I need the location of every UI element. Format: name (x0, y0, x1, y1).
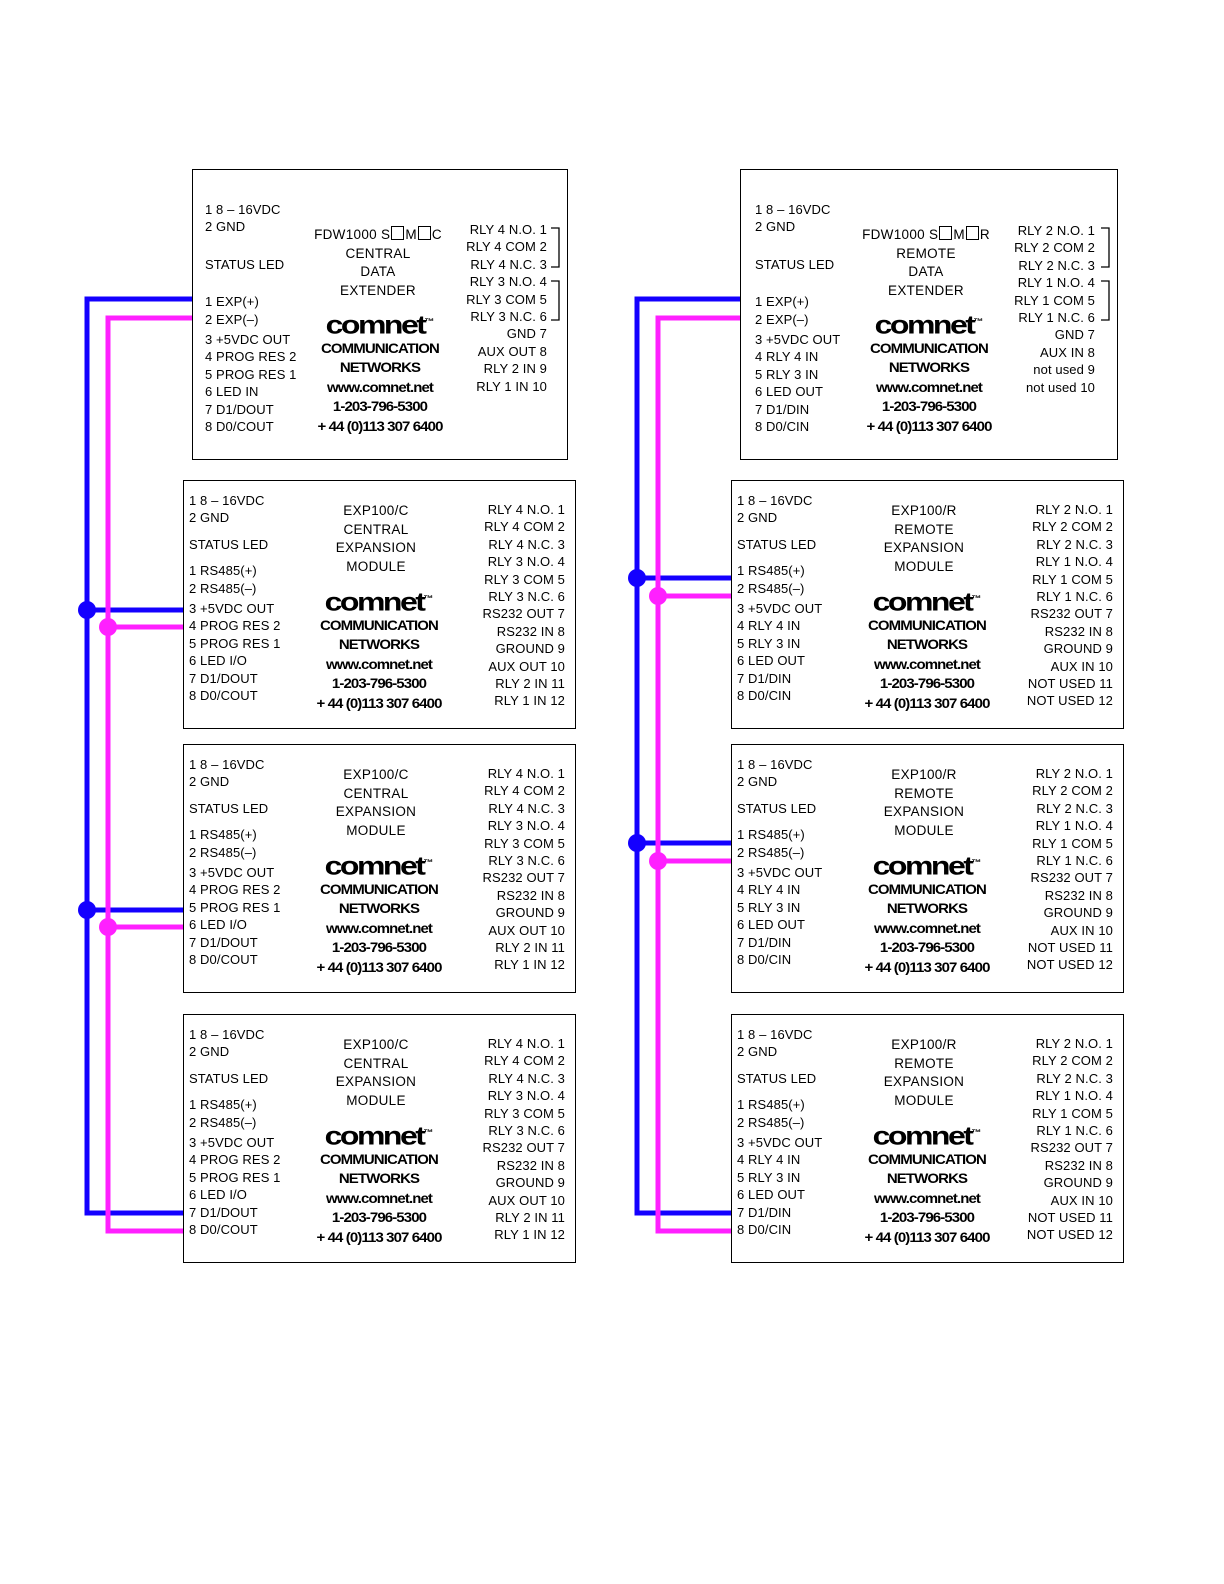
terminal-label: RLY 3 N.C. 6 (488, 589, 565, 605)
terminal-label: 7 D1/DIN (737, 1204, 792, 1220)
terminal-label: RLY 2 N.C. 3 (1036, 800, 1113, 816)
terminal-label: RLY 2 N.O. 1 (1035, 766, 1113, 781)
terminal-label: RLY 2 COM 2 (1032, 1053, 1113, 1069)
left-terminal-list (737, 756, 822, 968)
terminal-label: RLY 1 N.O. 4 (1035, 818, 1113, 834)
terminal-label: RLY 1 COM 5 (1014, 292, 1095, 308)
status-led-label: STATUS LED (189, 536, 269, 552)
terminal-label: GROUND 9 (1043, 641, 1113, 657)
comnet-logo: comnet™ COMMUNICATION NETWORKS www.comnet.net 1-203-796-5300 + 44 (0)113 307 6400 (316, 586, 442, 712)
terminal-label: RLY 3 N.O. 4 (487, 554, 565, 570)
title-line: REMOTE (894, 521, 954, 537)
terminal-label: 6 LED OUT (737, 653, 806, 669)
terminal-label: 8 D0/COUT (189, 952, 258, 968)
relay-bracket (1099, 226, 1113, 326)
status-led-label: STATUS LED (189, 1070, 269, 1086)
terminal-label: AUX IN 10 (1050, 922, 1113, 938)
terminal-label: 2 RS485(–) (737, 1114, 805, 1130)
title-line: EXPANSION (883, 1074, 965, 1089)
fdw1000-remote-module (740, 169, 1118, 460)
terminal-label: NOT USED 12 (1026, 1227, 1113, 1243)
terminal-label: RLY 4 N.O. 1 (487, 766, 565, 781)
title-line: EXP100/R (891, 767, 957, 782)
title-line: DATA (360, 264, 396, 279)
status-led-label: STATUS LED (737, 1070, 817, 1086)
status-led-label: STATUS LED (189, 800, 269, 816)
terminal-label: RLY 1 N.O. 4 (1035, 1088, 1113, 1104)
terminal-label: NOT USED 11 (1027, 676, 1113, 692)
right-magenta-junction-1 (649, 587, 667, 605)
terminal-label: 8 D0/CIN (737, 1222, 792, 1238)
left-blue-junction-2 (78, 901, 96, 919)
terminal-label: 4 RLY 4 IN (737, 1152, 801, 1168)
terminal-label: RLY 2 N.O. 1 (1035, 1036, 1113, 1051)
terminal-label: RS232 OUT 7 (1030, 606, 1113, 622)
title-line: REMOTE (896, 245, 956, 261)
terminal-label: RLY 4 N.O. 1 (487, 502, 565, 517)
terminal-label: 8 D0/COUT (205, 419, 274, 435)
comnet-logo: comnet™ COMMUNICATION NETWORKS www.comnet.net 1-203-796-5300 + 44 (0)113 307 6400 (866, 309, 992, 435)
terminal-label: 4 RLY 4 IN (737, 618, 801, 634)
left-terminal-list (189, 756, 281, 968)
left-magenta-wire (108, 318, 192, 1231)
terminal-label: 2 GND (189, 1044, 230, 1060)
exp100-remote-module-2 (731, 744, 1124, 993)
checkbox-square (939, 226, 952, 240)
terminal-label: 1 RS485(+) (737, 563, 805, 579)
terminal-label: RS232 OUT 7 (482, 606, 565, 622)
exp100-remote-module-3 (731, 1014, 1124, 1263)
title-line: REMOTE (894, 1055, 954, 1071)
title-line: MODULE (346, 558, 406, 574)
title-line: EXTENDER (888, 282, 964, 298)
terminal-label: NOT USED 12 (1026, 693, 1113, 709)
terminal-label: 6 LED OUT (737, 917, 806, 933)
terminal-label: RLY 1 N.O. 4 (1035, 554, 1113, 570)
terminal-label: 1 RS485(+) (189, 827, 257, 843)
terminal-label: RLY 1 IN 12 (494, 957, 565, 973)
terminal-label: RLY 2 IN 11 (495, 940, 565, 956)
terminal-label: 5 PROG RES 1 (189, 1169, 281, 1185)
terminal-label: RLY 4 COM 2 (484, 1053, 565, 1069)
title-line: EXP100/C (343, 767, 409, 782)
terminal-label: GROUND 9 (495, 641, 565, 657)
terminal-label: 6 LED OUT (755, 384, 824, 400)
terminal-label: AUX OUT 10 (488, 1192, 565, 1208)
title-line: EXPANSION (335, 1074, 417, 1089)
terminal-label: 2 RS485(–) (189, 1114, 257, 1130)
comnet-logo: comnet™ COMMUNICATION NETWORKS www.comnet.net 1-203-796-5300 + 44 (0)113 307 6400 (864, 586, 990, 712)
terminal-label: 2 GND (737, 1044, 778, 1060)
terminal-label: RS232 OUT 7 (482, 870, 565, 886)
title-line: EXP100/R (891, 1037, 957, 1052)
terminal-label: RLY 4 N.O. 1 (487, 1036, 565, 1051)
terminal-label: 2 GND (737, 510, 778, 526)
terminal-label: RS232 IN 8 (1044, 1157, 1113, 1173)
terminal-label: RLY 3 N.C. 6 (488, 853, 565, 869)
terminal-label: 2 EXP(–) (205, 311, 259, 327)
right-terminal-list (482, 501, 565, 710)
right-terminal-list (1027, 765, 1113, 974)
title-line: MODULE (894, 822, 954, 838)
terminal-label: NOT USED 12 (1026, 957, 1113, 973)
terminal-label: 5 RLY 3 IN (737, 1169, 801, 1185)
terminal-label: 3 +5VDC OUT (737, 601, 823, 617)
exp100-central-module-1 (183, 480, 576, 729)
terminal-label: 2 RS485(–) (189, 580, 257, 596)
status-led-label: STATUS LED (755, 256, 835, 272)
right-blue-wire (637, 299, 740, 1213)
terminal-label: GND 7 (1054, 327, 1095, 343)
terminal-label: 1 8 – 16VDC (755, 202, 831, 217)
status-led-label: STATUS LED (737, 536, 817, 552)
module-title (291, 766, 461, 840)
title-line: REMOTE (894, 785, 954, 801)
terminal-label: 7 D1/DOUT (205, 401, 274, 417)
terminal-label: 5 PROG RES 1 (189, 635, 281, 651)
terminal-label: RLY 1 N.O. 4 (1017, 275, 1095, 291)
terminal-label: RLY 3 COM 5 (484, 1105, 565, 1121)
terminal-label: RS232 OUT 7 (1030, 1140, 1113, 1156)
terminal-label: 3 +5VDC OUT (189, 865, 275, 881)
terminal-label: 7 D1/DOUT (189, 1204, 258, 1220)
terminal-label: 3 +5VDC OUT (205, 332, 291, 348)
terminal-label: 1 8 – 16VDC (737, 1027, 813, 1042)
title-line: EXPANSION (335, 540, 417, 555)
terminal-label: 3 +5VDC OUT (755, 332, 841, 348)
model-number: FDW1000 S M R (862, 227, 990, 242)
terminal-label: RLY 4 N.C. 3 (488, 800, 565, 816)
terminal-label: RLY 2 IN 9 (483, 361, 547, 377)
terminal-label: RS232 IN 8 (1044, 623, 1113, 639)
module-title (291, 502, 461, 576)
terminal-label: 7 D1/DIN (755, 401, 810, 417)
right-magenta-junction-2 (649, 852, 667, 870)
fdw1000-central-module (192, 169, 568, 460)
checkbox-square (391, 226, 404, 240)
terminal-label: AUX IN 8 (1040, 344, 1095, 360)
comnet-logo: comnet™ COMMUNICATION NETWORKS www.comnet.net 1-203-796-5300 + 44 (0)113 307 6400 (317, 309, 443, 435)
terminal-label: 5 PROG RES 1 (205, 366, 297, 382)
terminal-label: RLY 1 IN 10 (476, 378, 547, 394)
terminal-label: RLY 4 N.C. 3 (488, 1070, 565, 1086)
terminal-label: 2 GND (205, 219, 246, 235)
terminal-label: RLY 1 IN 12 (494, 693, 565, 709)
right-terminal-list (1027, 501, 1113, 710)
left-terminal-list (189, 492, 281, 704)
terminal-label: RLY 3 COM 5 (466, 291, 547, 307)
terminal-label: RLY 3 N.O. 4 (487, 818, 565, 834)
terminal-label: 6 LED I/O (189, 917, 247, 933)
terminal-label: not used 9 (1033, 362, 1095, 378)
terminal-label: 6 LED OUT (737, 1187, 806, 1203)
checkbox-square (966, 226, 979, 240)
terminal-label: RS232 IN 8 (496, 623, 565, 639)
title-line: MODULE (346, 1092, 406, 1108)
module-title (293, 226, 463, 300)
terminal-label: RLY 2 IN 11 (495, 1210, 565, 1226)
title-line: CENTRAL (343, 521, 409, 537)
terminal-label: GROUND 9 (495, 905, 565, 921)
right-blue-junction-1 (628, 569, 646, 587)
title-line: CENTRAL (345, 245, 411, 261)
title-line: EXPANSION (883, 804, 965, 819)
terminal-label: RS232 IN 8 (1044, 887, 1113, 903)
terminal-label: 1 8 – 16VDC (189, 493, 265, 508)
title-line: MODULE (894, 1092, 954, 1108)
title-line: CENTRAL (343, 1055, 409, 1071)
terminal-label: RLY 2 N.C. 3 (1018, 257, 1095, 273)
left-magenta-junction-1 (99, 618, 117, 636)
title-line: EXP100/R (891, 503, 957, 518)
terminal-label: GROUND 9 (1043, 905, 1113, 921)
terminal-label: 8 D0/COUT (189, 1222, 258, 1238)
comnet-logo: comnet™ COMMUNICATION NETWORKS www.comnet.net 1-203-796-5300 + 44 (0)113 307 6400 (316, 850, 442, 976)
terminal-label: RS232 IN 8 (496, 1157, 565, 1173)
module-title (839, 502, 1009, 576)
terminal-label: 4 PROG RES 2 (205, 349, 297, 365)
right-blue-junction-2 (628, 834, 646, 852)
terminal-label: RLY 4 COM 2 (466, 239, 547, 255)
terminal-label: 3 +5VDC OUT (189, 1135, 275, 1151)
terminal-label: 1 8 – 16VDC (189, 757, 265, 772)
terminal-label: GROUND 9 (495, 1175, 565, 1191)
terminal-label: 1 8 – 16VDC (737, 493, 813, 508)
left-terminal-list (189, 1026, 281, 1238)
terminal-label: 4 RLY 4 IN (755, 349, 819, 365)
terminal-label: 4 PROG RES 2 (189, 618, 281, 634)
title-line: EXP100/C (343, 503, 409, 518)
terminal-label: 6 LED I/O (189, 653, 247, 669)
terminal-label: RLY 2 COM 2 (1014, 240, 1095, 256)
terminal-label: RLY 3 N.O. 4 (469, 274, 547, 290)
terminal-label: not used 10 (1025, 379, 1095, 395)
right-magenta-wire (658, 318, 740, 1231)
terminal-label: 1 EXP(+) (755, 294, 809, 310)
module-title (841, 226, 1011, 300)
terminal-label: RLY 4 N.O. 1 (469, 222, 547, 237)
terminal-label: 1 RS485(+) (737, 827, 805, 843)
terminal-label: 1 EXP(+) (205, 294, 259, 310)
terminal-label: NOT USED 11 (1027, 940, 1113, 956)
terminal-label: RLY 1 N.C. 6 (1036, 589, 1113, 605)
terminal-label: RLY 2 N.C. 3 (1036, 536, 1113, 552)
terminal-label: 5 RLY 3 IN (755, 366, 819, 382)
terminal-label: RLY 1 IN 12 (494, 1227, 565, 1243)
terminal-label: 8 D0/CIN (737, 952, 792, 968)
exp100-central-module-2 (183, 744, 576, 993)
comnet-logo: comnet™ COMMUNICATION NETWORKS www.comnet.net 1-203-796-5300 + 44 (0)113 307 6400 (864, 1120, 990, 1246)
checkbox-square (418, 226, 431, 240)
module-title (839, 1036, 1009, 1110)
terminal-label: 7 D1/DOUT (189, 934, 258, 950)
terminal-label: RLY 2 COM 2 (1032, 519, 1113, 535)
terminal-label: RLY 4 N.C. 3 (488, 536, 565, 552)
terminal-label: RLY 4 COM 2 (484, 783, 565, 799)
left-terminal-list (737, 492, 822, 704)
terminal-label: RLY 3 COM 5 (484, 835, 565, 851)
left-blue-wire (87, 299, 192, 1213)
model-number: FDW1000 S M C (314, 227, 442, 242)
terminal-label: RLY 2 N.C. 3 (1036, 1070, 1113, 1086)
terminal-label: 2 RS485(–) (737, 580, 805, 596)
right-terminal-list (1027, 1035, 1113, 1244)
terminal-label: 2 GND (737, 774, 778, 790)
terminal-label: RLY 1 COM 5 (1032, 571, 1113, 587)
terminal-label: 7 D1/DIN (737, 670, 792, 686)
title-line: EXTENDER (340, 282, 416, 298)
terminal-label: AUX OUT 10 (488, 658, 565, 674)
terminal-label: AUX IN 10 (1050, 1192, 1113, 1208)
terminal-label: 2 EXP(–) (755, 311, 809, 327)
terminal-label: 8 D0/COUT (189, 688, 258, 704)
terminal-label: 3 +5VDC OUT (189, 601, 275, 617)
terminal-label: RS232 OUT 7 (1030, 870, 1113, 886)
terminal-label: 5 RLY 3 IN (737, 899, 801, 915)
terminal-label: 1 8 – 16VDC (205, 202, 281, 217)
right-terminal-list (466, 221, 547, 395)
terminal-label: GND 7 (506, 326, 547, 342)
terminal-label: 1 RS485(+) (189, 563, 257, 579)
terminal-label: RLY 2 COM 2 (1032, 783, 1113, 799)
terminal-label: RLY 1 COM 5 (1032, 1105, 1113, 1121)
comnet-logo: comnet™ COMMUNICATION NETWORKS www.comnet.net 1-203-796-5300 + 44 (0)113 307 6400 (864, 850, 990, 976)
terminal-label: 2 RS485(–) (737, 844, 805, 860)
title-line: EXP100/C (343, 1037, 409, 1052)
exp100-remote-module-1 (731, 480, 1124, 729)
terminal-label: 3 +5VDC OUT (737, 865, 823, 881)
terminal-label: RLY 3 N.C. 6 (470, 309, 547, 325)
left-terminal-list (737, 1026, 822, 1238)
terminal-label: RLY 4 COM 2 (484, 519, 565, 535)
terminal-label: 4 RLY 4 IN (737, 882, 801, 898)
terminal-label: RLY 2 N.O. 1 (1017, 223, 1095, 238)
title-line: DATA (908, 264, 944, 279)
terminal-label: 2 GND (189, 774, 230, 790)
terminal-label: RLY 1 N.C. 6 (1036, 853, 1113, 869)
right-terminal-list (482, 1035, 565, 1244)
terminal-label: AUX OUT 8 (477, 343, 547, 359)
title-line: EXPANSION (335, 804, 417, 819)
terminal-label: 4 PROG RES 2 (189, 882, 281, 898)
terminal-label: 2 GND (755, 219, 796, 235)
right-terminal-list (482, 765, 565, 974)
title-line: MODULE (894, 558, 954, 574)
terminal-label: 5 PROG RES 1 (189, 899, 281, 915)
terminal-label: RLY 3 COM 5 (484, 571, 565, 587)
left-terminal-list (205, 201, 297, 435)
terminal-label: 2 GND (189, 510, 230, 526)
terminal-label: RLY 1 COM 5 (1032, 835, 1113, 851)
terminal-label: AUX IN 10 (1050, 658, 1113, 674)
terminal-label: 2 RS485(–) (189, 844, 257, 860)
module-title (291, 1036, 461, 1110)
terminal-label: RLY 4 N.C. 3 (470, 256, 547, 272)
terminal-label: AUX OUT 10 (488, 922, 565, 938)
terminal-label: 1 8 – 16VDC (189, 1027, 265, 1042)
terminal-label: RLY 1 N.C. 6 (1018, 310, 1095, 326)
terminal-label: 7 D1/DIN (737, 934, 792, 950)
terminal-label: RLY 2 IN 11 (495, 676, 565, 692)
terminal-label: 3 +5VDC OUT (737, 1135, 823, 1151)
right-terminal-list (1014, 222, 1095, 396)
terminal-label: 5 RLY 3 IN (737, 635, 801, 651)
terminal-label: 8 D0/CIN (737, 688, 792, 704)
terminal-label: 1 8 – 16VDC (737, 757, 813, 772)
relay-bracket (549, 226, 563, 326)
left-blue-junction-1 (78, 601, 96, 619)
terminal-label: GROUND 9 (1043, 1175, 1113, 1191)
left-terminal-list (755, 201, 840, 435)
terminal-label: 8 D0/CIN (755, 419, 810, 435)
terminal-label: 7 D1/DOUT (189, 670, 258, 686)
comnet-logo: comnet™ COMMUNICATION NETWORKS www.comnet.net 1-203-796-5300 + 44 (0)113 307 6400 (316, 1120, 442, 1246)
terminal-label: 6 LED IN (205, 384, 259, 400)
left-magenta-junction-2 (99, 918, 117, 936)
terminal-label: NOT USED 11 (1027, 1210, 1113, 1226)
terminal-label: 1 RS485(+) (189, 1097, 257, 1113)
status-led-label: STATUS LED (205, 256, 285, 272)
terminal-label: RS232 OUT 7 (482, 1140, 565, 1156)
title-line: CENTRAL (343, 785, 409, 801)
terminal-label: RS232 IN 8 (496, 887, 565, 903)
title-line: MODULE (346, 822, 406, 838)
terminal-label: 6 LED I/O (189, 1187, 247, 1203)
title-line: EXPANSION (883, 540, 965, 555)
terminal-label: RLY 1 N.C. 6 (1036, 1123, 1113, 1139)
module-title (839, 766, 1009, 840)
status-led-label: STATUS LED (737, 800, 817, 816)
terminal-label: 4 PROG RES 2 (189, 1152, 281, 1168)
terminal-label: RLY 3 N.C. 6 (488, 1123, 565, 1139)
terminal-label: RLY 2 N.O. 1 (1035, 502, 1113, 517)
terminal-label: 1 RS485(+) (737, 1097, 805, 1113)
terminal-label: RLY 3 N.O. 4 (487, 1088, 565, 1104)
exp100-central-module-3 (183, 1014, 576, 1263)
